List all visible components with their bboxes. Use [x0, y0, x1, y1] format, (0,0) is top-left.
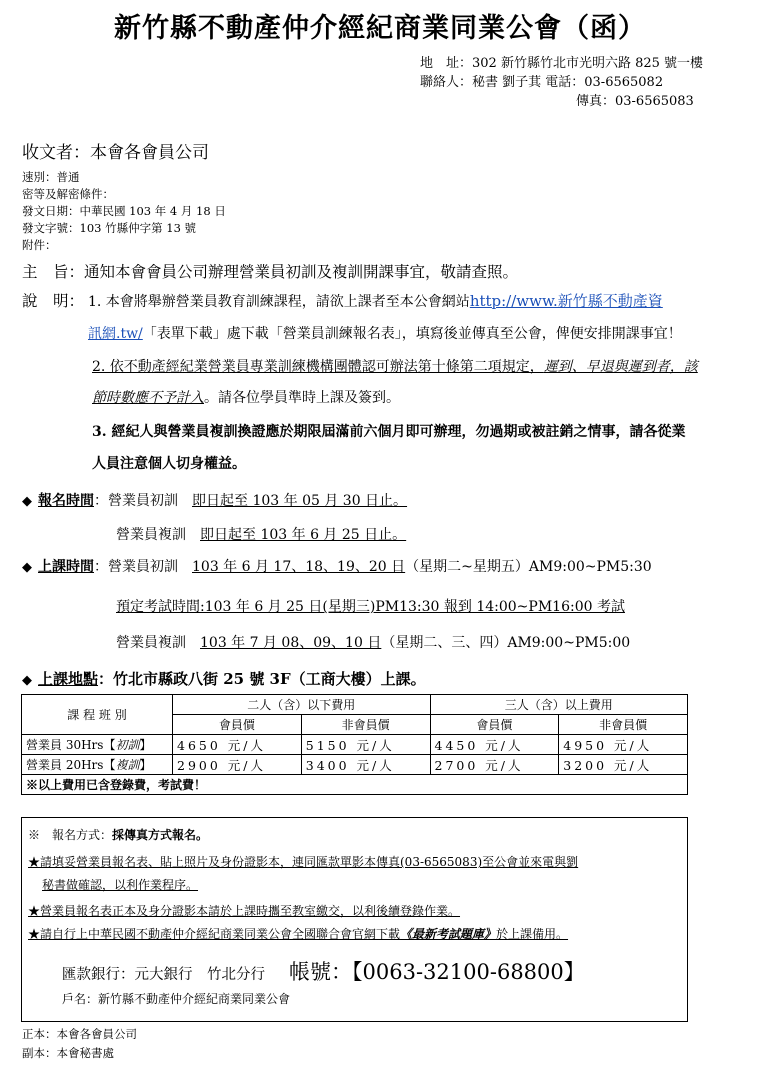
class-renew-course: 營業員複訓 [116, 635, 186, 651]
course-header: 課 程 班 別 [22, 695, 173, 735]
subject-label: 主 旨： [22, 263, 85, 281]
signup-renew-course: 營業員複訓 [116, 527, 186, 543]
explanation-item-3-line-2: 人員注意個人切身權益。 [92, 456, 246, 472]
note-3: ★請自行上中華民國不動產仲介經紀商業同業公會全國聯合會官網下載《最新考試題庫》於上課備用。 [28, 927, 569, 941]
method-row [28, 826, 208, 843]
signup-initial-row [22, 490, 407, 510]
item-1-prefix: 1. 本會將舉辦營業員教育訓練課程，請欲上課者至本公會網站 [88, 294, 470, 310]
explanation-item-2-line-2 [92, 387, 400, 407]
note-1-line-1: ★請填妥營業員報名表、貼上照片及身份證影本，連同匯款單影本傳真(03-6565083)至公會並來電與劉 [28, 855, 579, 869]
price-cell: 2700 元/人 [430, 755, 559, 775]
table-row [22, 755, 688, 775]
table-row [22, 735, 688, 755]
header-address: 地 址：302 新竹縣竹北市光明六路 825 號一樓 [420, 56, 704, 71]
item-1-suffix: 「表單下載」處下載「營業員訓練報名表」，填寫後並傳真至公會，俾便安排開課事宜！ [142, 326, 682, 342]
class-renew-time: （星期二、三、四）AM9:00~PM5:00 [381, 635, 631, 651]
price-cell: 2900 元/人 [173, 755, 302, 775]
item-2-emphasis-1: 遲到、早退與遲到者，該 [543, 359, 698, 375]
item-2-emphasis-2: 節時數應不予計入 [92, 390, 204, 406]
recipient: 收文者：本會各會員公司 [22, 143, 209, 163]
price-cell: 3400 元/人 [301, 755, 430, 775]
bank-label: 匯款銀行：元大銀行 竹北分行 [62, 967, 265, 983]
header-contact: 聯絡人：秘書 劉子萁 電話：03-6565082 [420, 75, 664, 90]
class-initial-time: （星期二~星期五）AM9:00~PM5:30 [405, 559, 652, 575]
diamond-bullet-icon: ◆ [22, 494, 32, 509]
group-header-small: 二人（含）以下費用 [173, 695, 431, 715]
method-text: 採傳真方式報名。 [112, 828, 209, 842]
location-row [22, 668, 426, 689]
explanation-item-2-line-1 [92, 356, 698, 376]
class-time-label: 上課時間 [38, 559, 94, 575]
signup-renew-row [116, 524, 406, 544]
member-price-header: 會員價 [430, 715, 559, 735]
location-text: ：竹北市縣政八街 25 號 3F（工商大樓）上課。 [98, 670, 426, 688]
account-label: 帳號： [289, 960, 353, 984]
nonmember-price-header: 非會員價 [301, 715, 430, 735]
note-2: ★營業員報名表正本及身分證影本請於上課時攜至教室繳交，以利後續登錄作業。 [28, 904, 461, 918]
signup-renew-date: 即日起至 103 年 6 月 25 日止。 [200, 527, 407, 543]
explanation-item-3-line-1: 3. 經紀人與營業員複訓換證應於期限屆滿前六個月即可辦理，勿過期或被註銷之情事，請各從業 [92, 424, 686, 440]
meta-security: 密等及解密條件： [22, 187, 114, 201]
bank-row [62, 956, 585, 986]
account-number: 【0063-32100-68800】 [352, 960, 585, 984]
class-initial-dates: 103 年 6 月 17、18、19、20 日 [192, 559, 406, 575]
signup-initial-course: ：營業員初訓 [94, 493, 178, 509]
explanation-item-1-line-1 [88, 290, 663, 311]
price-cell: 3200 元/人 [559, 755, 688, 775]
meta-date: 發文日期：中華民國 103 年 4 月 18 日 [22, 204, 226, 218]
document-title: 新竹縣不動產仲介經紀商業同業公會（函） [114, 13, 646, 44]
group-header-large: 三人（含）以上費用 [430, 695, 688, 715]
explanation-label: 說 明： [22, 292, 85, 310]
price-cell: 5150 元/人 [301, 735, 430, 755]
item-2-rule: 2. 依不動產經紀業營業員專業訓練機構團體認可辦法第十條第二項規定， [92, 359, 544, 375]
price-cell: 4450 元/人 [430, 735, 559, 755]
header-fax: 傳真：03-6565083 [576, 94, 694, 109]
nonmember-price-header: 非會員價 [559, 715, 688, 735]
fee-table [21, 694, 688, 795]
note-1-line-2: 秘書做確認，以利作業程序。 [42, 878, 199, 892]
class-initial-course: ：營業員初訓 [94, 559, 178, 575]
course-cell: 營業員 30Hrs【初訓】 [22, 735, 173, 755]
original-copy: 正本：本會各會員公司 [22, 1027, 137, 1041]
class-renew-row [116, 632, 630, 652]
signup-initial-date: 即日起至 103 年 05 月 30 日止。 [192, 493, 408, 509]
explanation-item-1-line-2 [88, 323, 682, 343]
fee-note: ※以上費用已含登錄費，考試費！ [22, 775, 688, 795]
registration-notes-box [21, 817, 688, 1022]
meta-attachment: 附件： [22, 238, 57, 252]
location-label: 上課地點 [38, 670, 99, 688]
method-label: ※ 報名方式： [28, 828, 113, 842]
meta-ref-no: 發文字號：103 竹縣仲字第 13 號 [22, 221, 197, 235]
account-name: 戶名：新竹縣不動產仲介經紀商業同業公會 [62, 992, 291, 1006]
class-renew-dates: 103 年 7 月 08、09、10 日 [200, 635, 382, 651]
course-cell: 營業員 20Hrs【複訓】 [22, 755, 173, 775]
subject-text: 通知本會會員公司辦理營業員初訓及複訓開課事宜，敬請查照。 [84, 263, 519, 281]
price-cell: 4950 元/人 [559, 735, 688, 755]
member-price-header: 會員價 [173, 715, 302, 735]
signup-label: 報名時間 [38, 493, 94, 509]
carbon-copy: 副本：本會秘書處 [22, 1046, 114, 1060]
meta-speed: 速別：普通 [22, 170, 80, 184]
diamond-bullet-icon: ◆ [22, 673, 32, 688]
item-2-rest: 。請各位學員準時上課及簽到。 [204, 390, 400, 406]
website-link[interactable]: http://www.新竹縣不動產資 [469, 292, 663, 310]
exam-time: 預定考試時間:103 年 6 月 25 日(星期三)PM13:30 報到 14:00~PM16:00 考試 [116, 599, 625, 615]
website-link-end[interactable]: 訊網.tw/ [88, 326, 143, 342]
price-cell: 4650 元/人 [173, 735, 302, 755]
class-initial-row [22, 556, 652, 576]
diamond-bullet-icon: ◆ [22, 560, 32, 575]
subject [22, 260, 518, 282]
